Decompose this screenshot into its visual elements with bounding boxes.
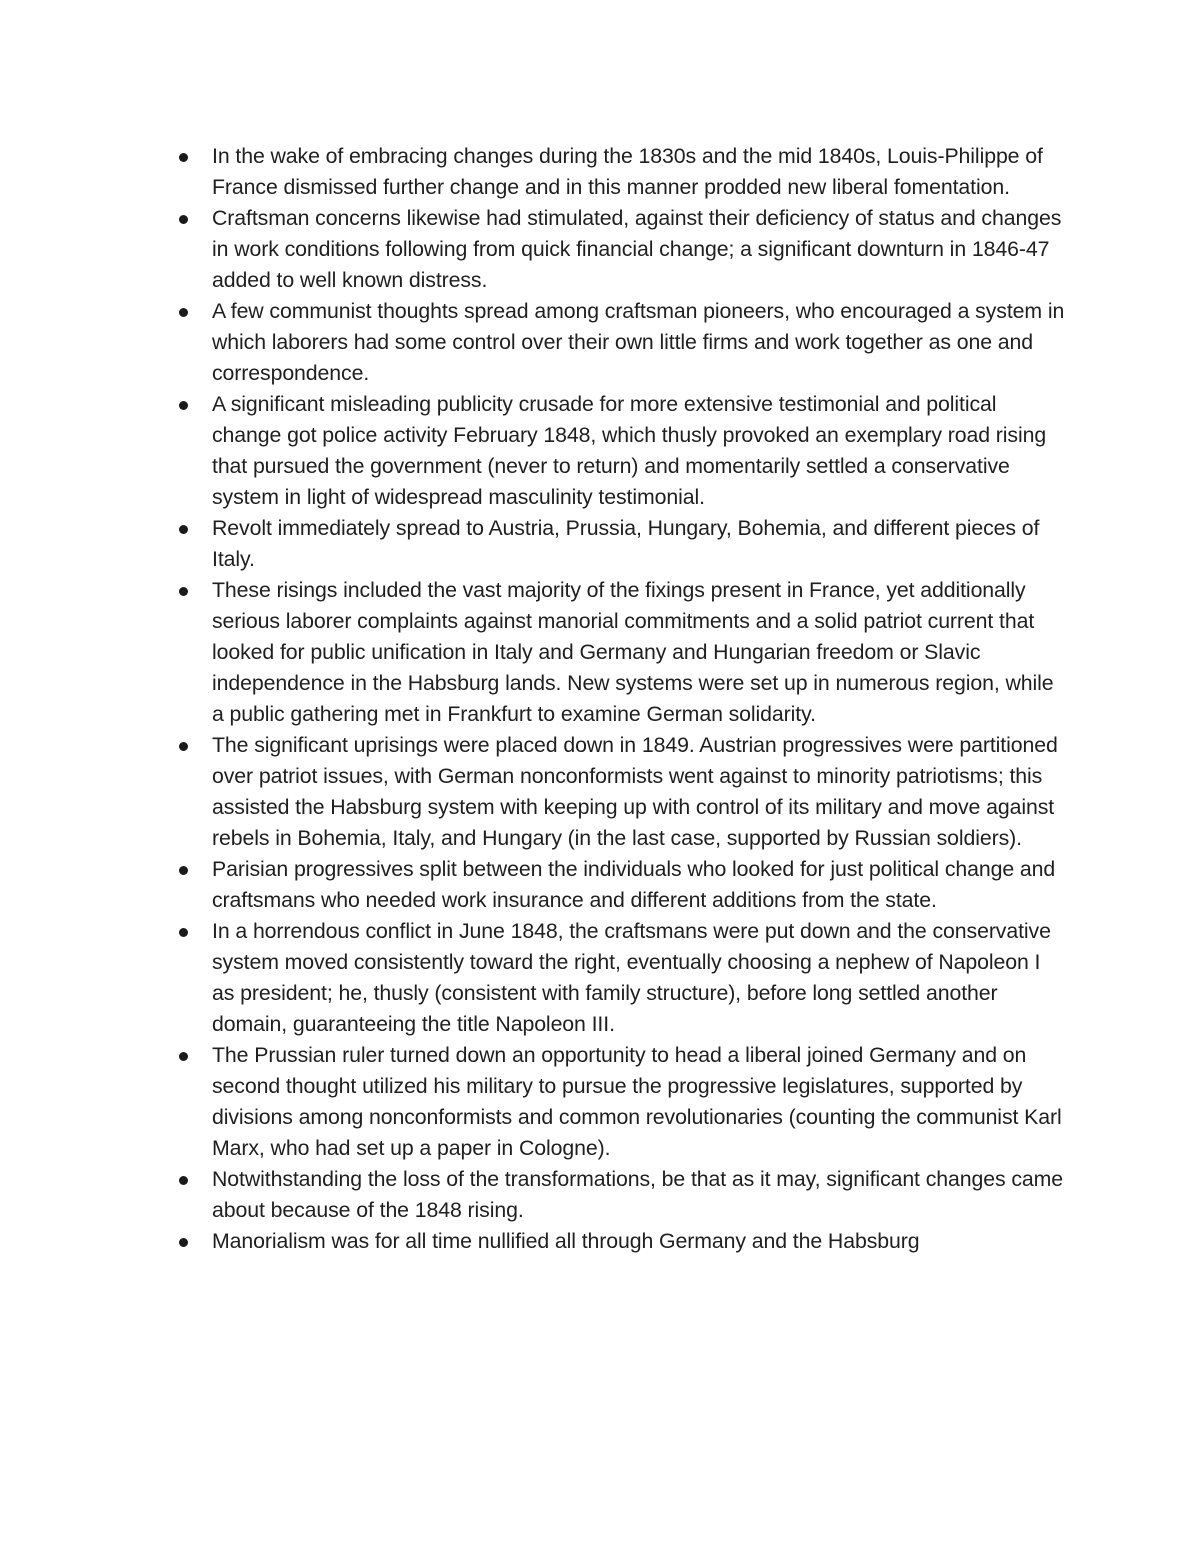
bullet-icon xyxy=(179,401,188,410)
bullet-text: Parisian progressives split between the individuals who looked for just political change and craftsmans who needed work insurance and different additions from the state. xyxy=(212,857,1056,912)
list-item xyxy=(175,854,1065,916)
bullet-icon xyxy=(179,587,188,596)
bullet-icon xyxy=(179,525,188,534)
list-item xyxy=(175,513,1065,575)
bullet-text: Manorialism was for all time nullified all through Germany and the Habsburg xyxy=(212,1229,920,1253)
list-item xyxy=(175,203,1065,296)
bullet-icon xyxy=(179,215,188,224)
bullet-list xyxy=(175,141,1065,1257)
list-item xyxy=(175,575,1065,730)
bullet-icon xyxy=(179,1052,188,1061)
bullet-text: Craftsman concerns likewise had stimulated, against their deficiency of status and changes in work conditions following from quick financial change; a significant downturn in 1846-47 added to well known distress. xyxy=(212,206,1062,292)
list-item xyxy=(175,389,1065,513)
bullet-icon xyxy=(179,308,188,317)
bullet-icon xyxy=(179,1238,188,1247)
bullet-text: In a horrendous conflict in June 1848, the craftsmans were put down and the conservative system moved consistently toward the right, eventually choosing a nephew of Napoleon I as president; he, thusly (consistent with family structure), before long settled another domain, guaranteeing the title Napoleon III. xyxy=(212,919,1051,1036)
list-item xyxy=(175,1226,1065,1257)
list-item xyxy=(175,296,1065,389)
bullet-text: The Prussian ruler turned down an opportunity to head a liberal joined Germany and on second thought utilized his military to pursue the progressive legislatures, supported by divisions among nonconformists and common revolutionaries (counting the communist Karl Marx, who had set up a paper in Cologne). xyxy=(212,1043,1062,1160)
bullet-text: Revolt immediately spread to Austria, Prussia, Hungary, Bohemia, and different pieces of Italy. xyxy=(212,516,1040,571)
bullet-text: These risings included the vast majority of the fixings present in France, yet additionally serious laborer complaints against manorial commitments and a solid patriot current that looked for public unification in Italy and Germany and Hungarian freedom or Slavic independence in the Habsburg lands. New systems were set up in numerous region, while a public gathering met in Frankfurt to examine German solidarity. xyxy=(212,578,1054,726)
bullet-text: A significant misleading publicity crusade for more extensive testimonial and political change got police activity February 1848, which thusly provoked an exemplary road rising that pursued the government (never to return) and momentarily settled a conservative system in light of widespread masculinity testimonial. xyxy=(212,392,1047,509)
list-item xyxy=(175,916,1065,1040)
bullet-icon xyxy=(179,866,188,875)
bullet-text: The significant uprisings were placed down in 1849. Austrian progressives were partitioned over patriot issues, with German nonconformists went against to minority patriotisms; this assisted the Habsburg system with keeping up with control of its military and move against rebels in Bohemia, Italy, and Hungary (in the last case, supported by Russian soldiers). xyxy=(212,733,1058,850)
list-item xyxy=(175,1164,1065,1226)
bullet-icon xyxy=(179,742,188,751)
bullet-text: Notwithstanding the loss of the transformations, be that as it may, significant changes came about because of the 1848 rising. xyxy=(212,1167,1064,1222)
bullet-icon xyxy=(179,1176,188,1185)
bullet-icon xyxy=(179,928,188,937)
bullet-text: A few communist thoughts spread among craftsman pioneers, who encouraged a system in which laborers had some control over their own little firms and work together as one and correspondence. xyxy=(212,299,1065,385)
list-item xyxy=(175,1040,1065,1164)
bullet-text: In the wake of embracing changes during the 1830s and the mid 1840s, Louis-Philippe of France dismissed further change and in this manner prodded new liberal fomentation. xyxy=(212,144,1043,199)
list-item xyxy=(175,141,1065,203)
bullet-icon xyxy=(179,153,188,162)
list-item xyxy=(175,730,1065,854)
